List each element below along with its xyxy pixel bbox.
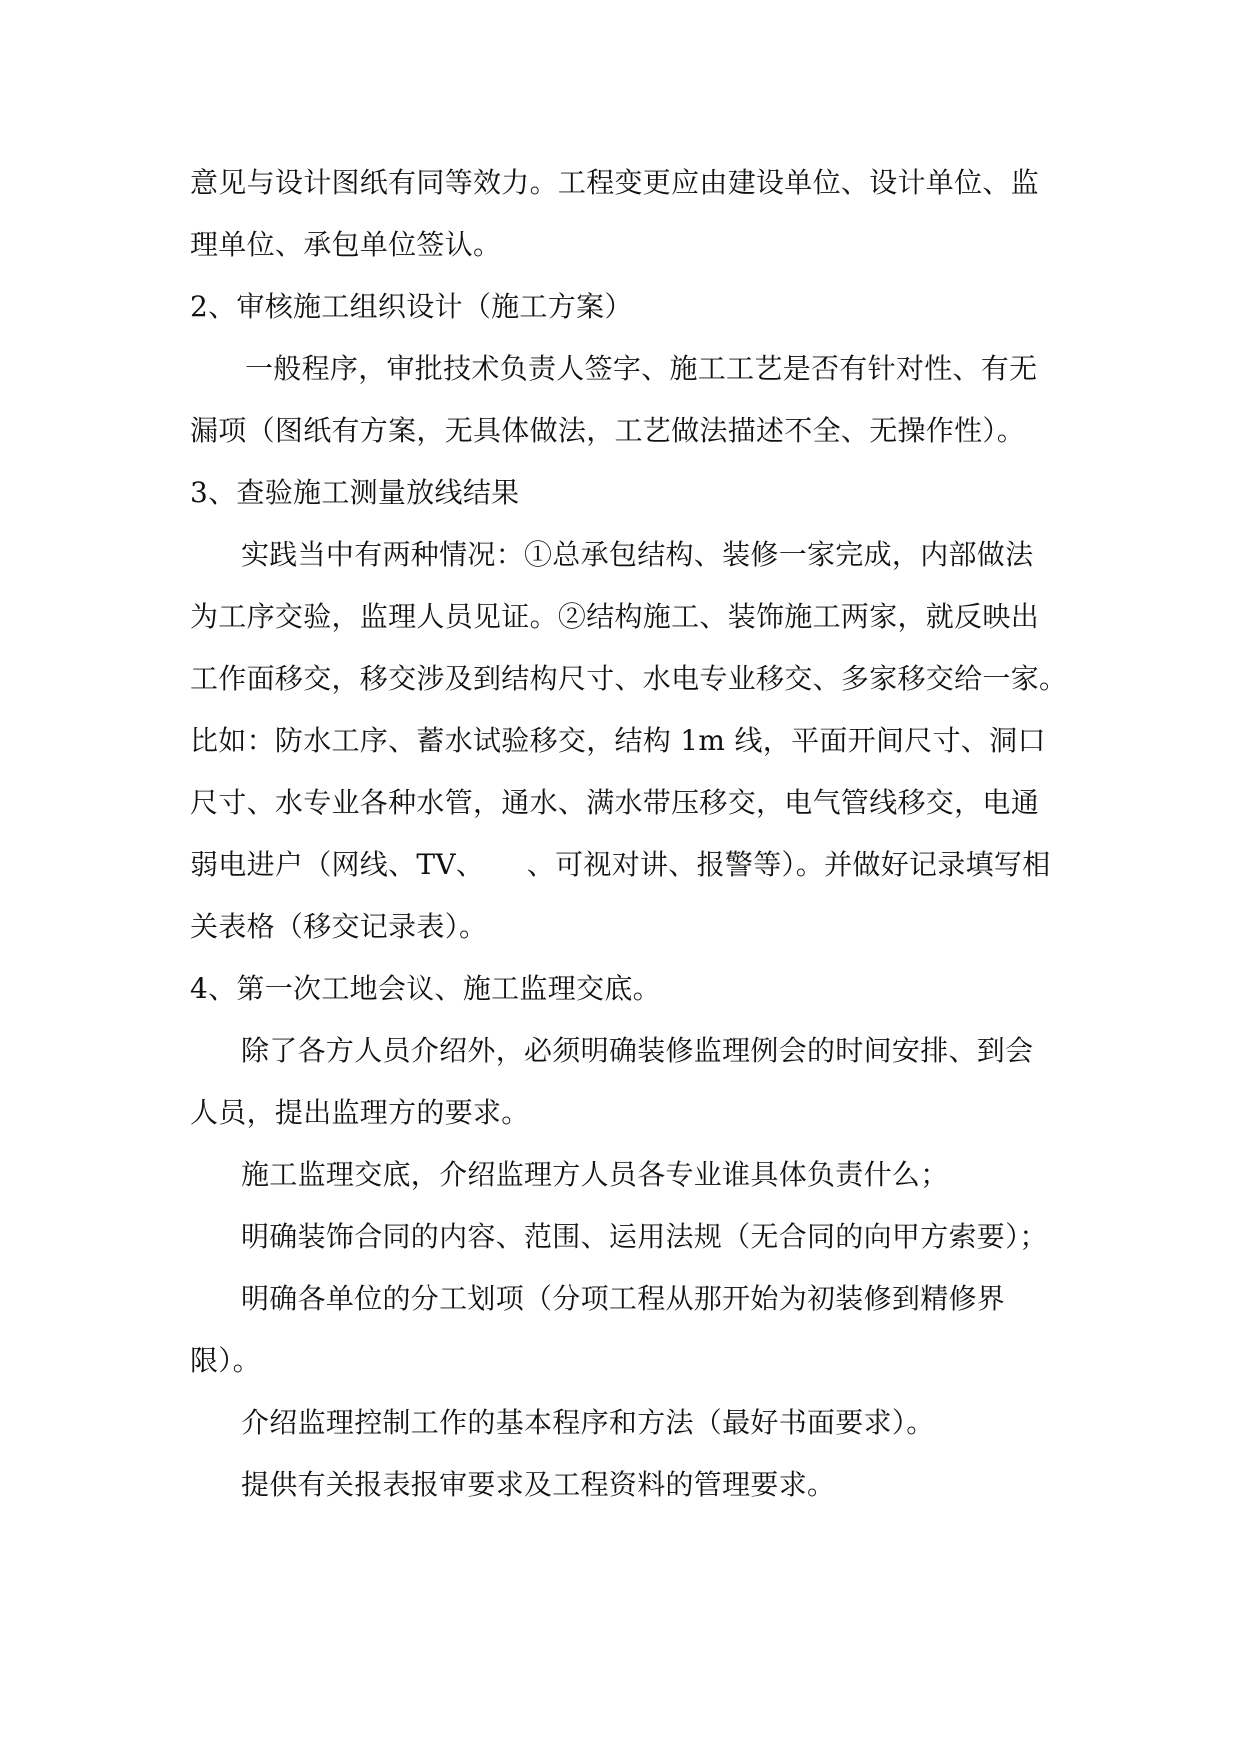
paragraph-line: 尺寸、水专业各种水管，通水、满水带压移交，电气管线移交，电通	[190, 786, 1040, 819]
paragraph-line: 实践当中有两种情况：①总承包结构、装修一家完成，内部做法	[241, 538, 1034, 571]
paragraph-line: 关表格（移交记录表）。	[190, 910, 488, 943]
paragraph-line: 工作面移交，移交涉及到结构尺寸、水电专业移交、多家移交给一家。	[190, 662, 1068, 695]
section-heading-3: 3、查验施工测量放线结果	[190, 476, 520, 509]
paragraph-line: 提供有关报表报审要求及工程资料的管理要求。	[241, 1468, 836, 1501]
paragraph-line: 明确各单位的分工划项（分项工程从那开始为初装修到精修界	[241, 1282, 1006, 1315]
paragraph-line: 一般程序，审批技术负责人签字、施工工艺是否有针对性、有无	[245, 352, 1038, 385]
paragraph-line: 除了各方人员介绍外，必须明确装修监理例会的时间安排、到会	[241, 1034, 1034, 1067]
paragraph-line: 理单位、承包单位签认。	[190, 228, 502, 261]
paragraph-line: 施工监理交底，介绍监理方人员各专业谁具体负责什么；	[241, 1158, 949, 1191]
paragraph-line: 意见与设计图纸有同等效力。工程变更应由建设单位、设计单位、监	[190, 166, 1040, 199]
section-heading-2: 2、审核施工组织设计（施工方案）	[190, 290, 633, 323]
paragraph-line: 漏项（图纸有方案，无具体做法，工艺做法描述不全、无操作性）。	[190, 414, 1026, 447]
paragraph-line: 为工序交验，监理人员见证。②结构施工、装饰施工两家，就反映出	[190, 600, 1040, 633]
paragraph-line: 明确装饰合同的内容、范围、运用法规（无合同的向甲方索要）；	[241, 1220, 1048, 1253]
paragraph-line: 比如：防水工序、蓄水试验移交，结构 1m 线，平面开间尺寸、洞口	[190, 724, 1046, 757]
document-body	[190, 152, 1070, 1516]
paragraph-line: 人员，提出监理方的要求。	[190, 1096, 530, 1129]
paragraph-line: 弱电进户（网线、TV、 、可视对讲、报警等）。并做好记录填写相	[190, 848, 1051, 881]
paragraph-line: 限）。	[190, 1344, 261, 1377]
section-heading-4: 4、第一次工地会议、施工监理交底。	[190, 972, 661, 1005]
paragraph-line: 介绍监理控制工作的基本程序和方法（最好书面要求）。	[241, 1406, 935, 1439]
